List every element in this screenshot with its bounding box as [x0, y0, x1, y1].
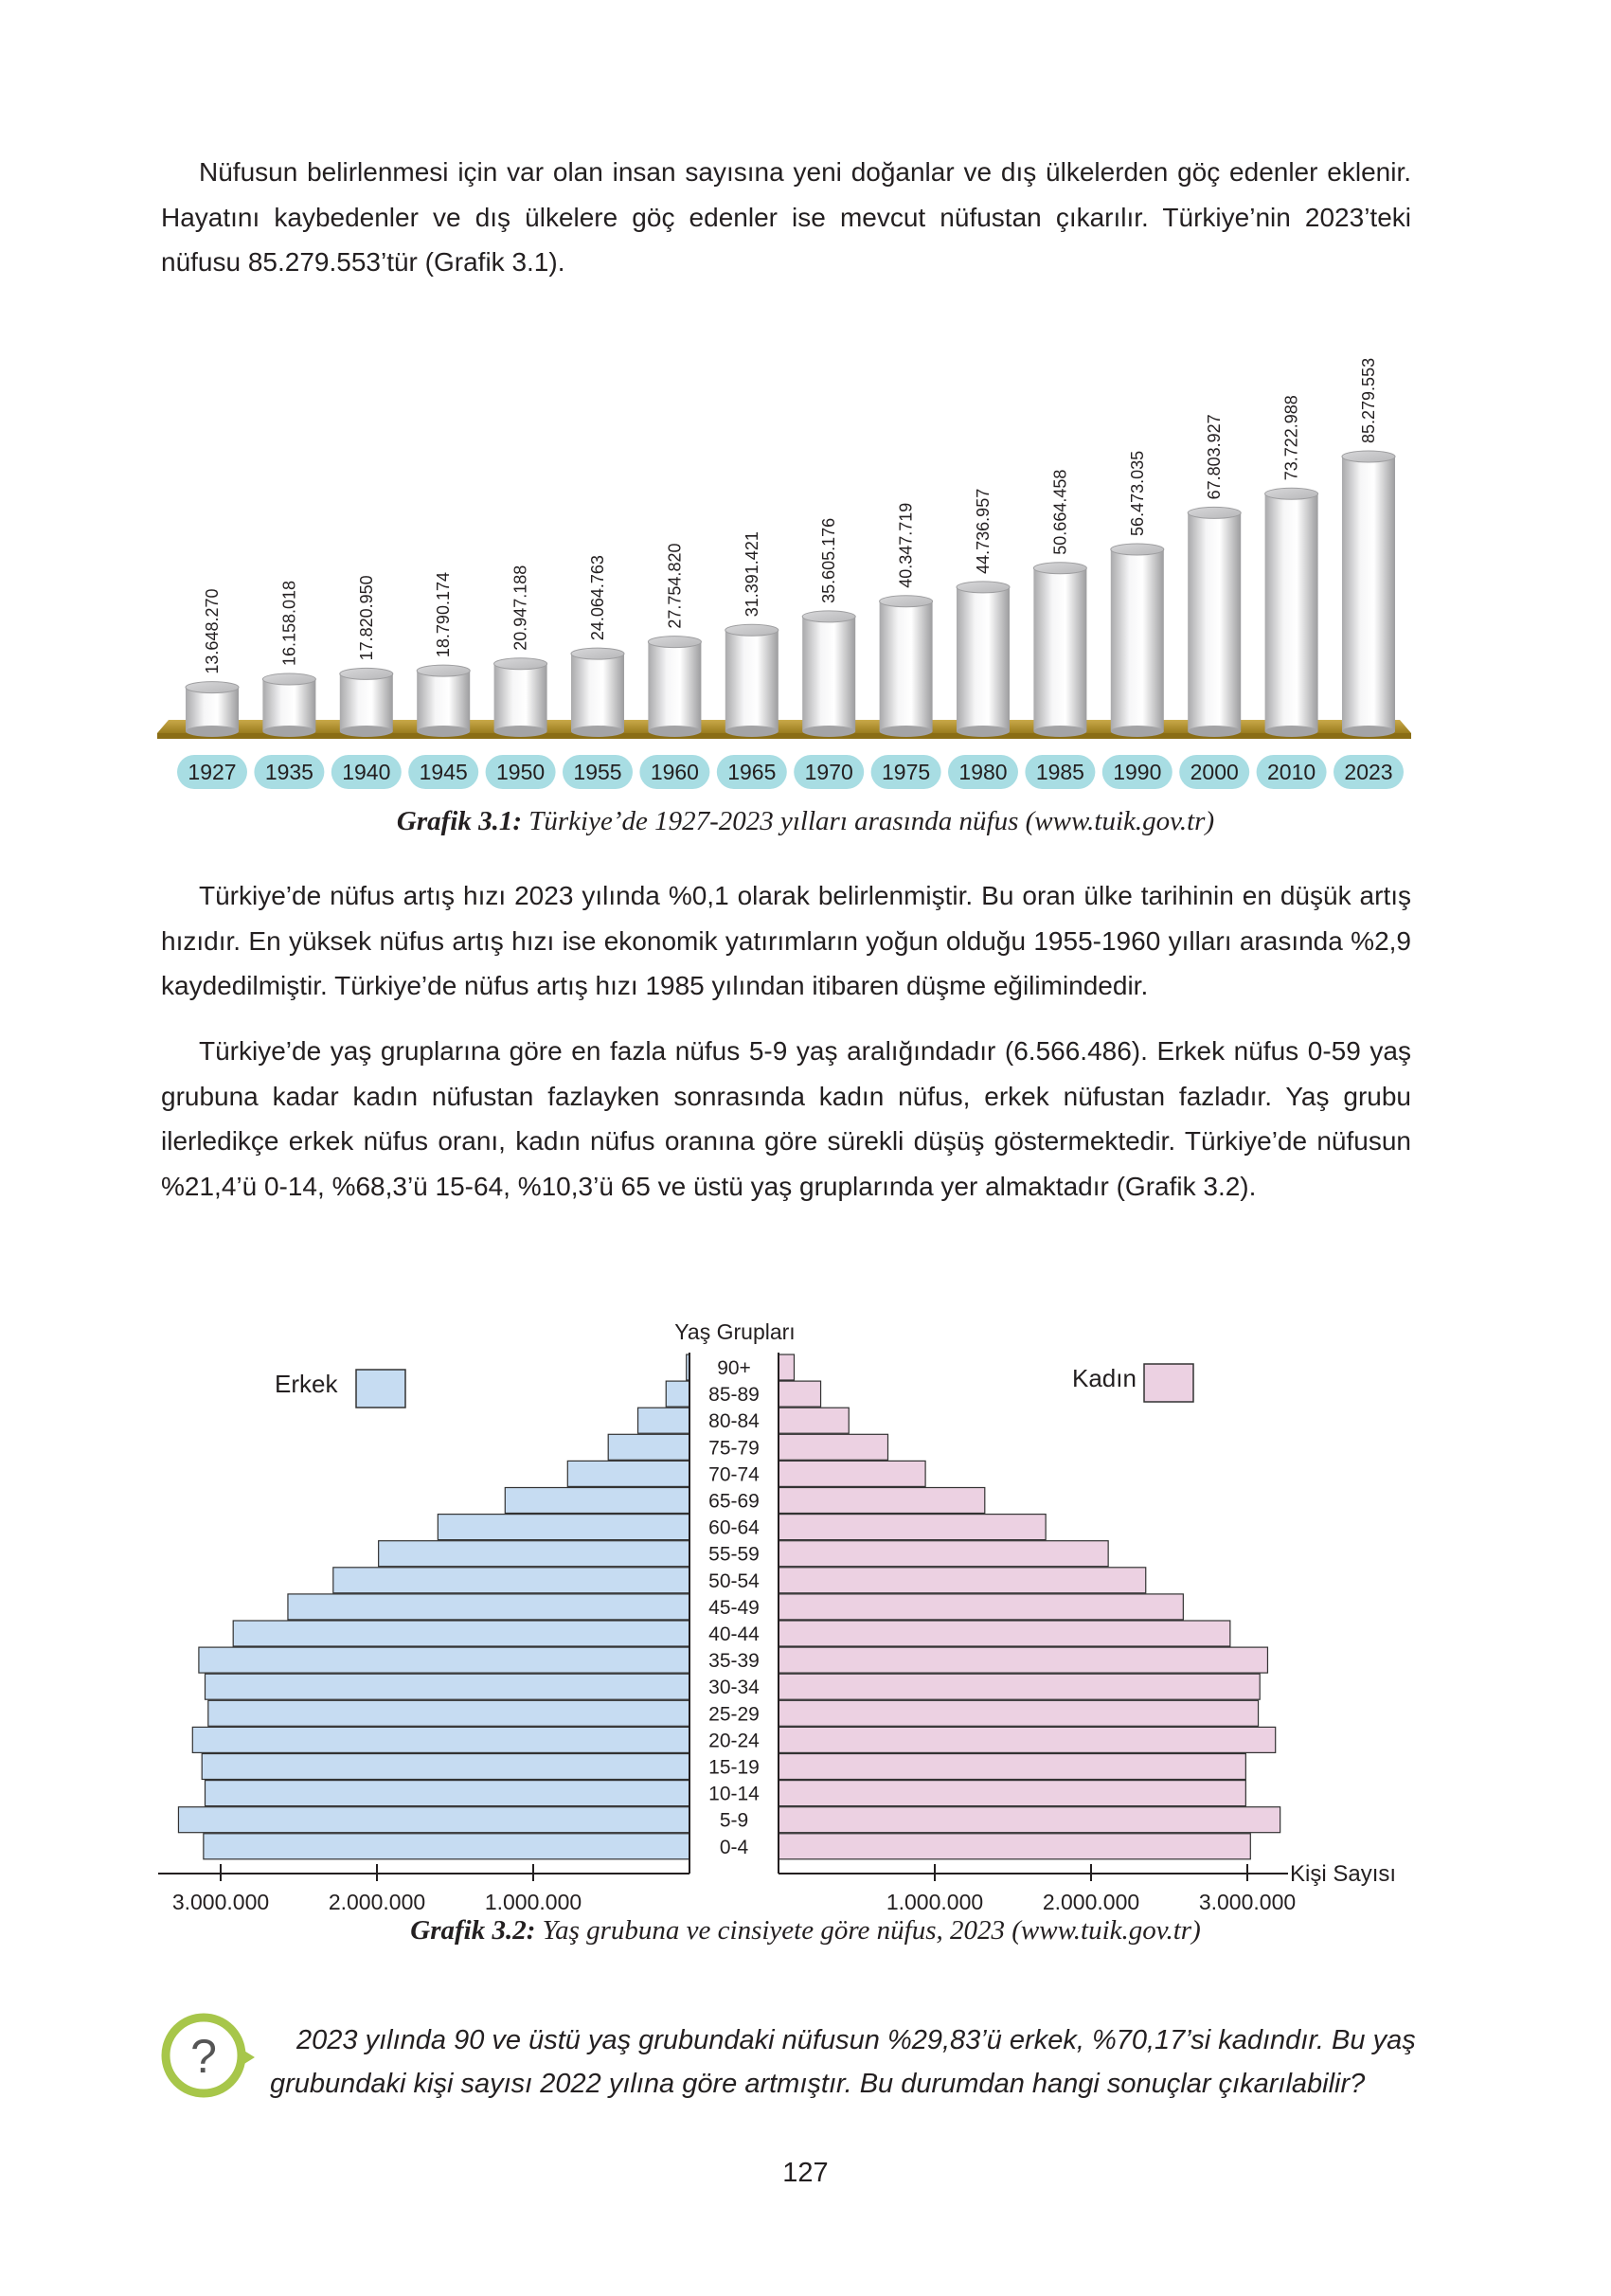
year-badge [1102, 755, 1172, 789]
question-text: 2023 yılında 90 ve üstü yaş grubundaki nüfusun %29,83’ü erkek, %70,17’si kadındır. Bu yaş grubundaki kişi sayısı 2022 yılına göre artmıştır. Bu durumdan hangi sonuçlar çıkarılabilir? [270, 2025, 1416, 2099]
year-label: 1927 [188, 760, 237, 784]
year-label: 1990 [1113, 760, 1162, 784]
age-group-label: 85-89 [708, 1384, 760, 1407]
chart2-caption-label: Grafik 3.2: [410, 1915, 536, 1946]
year-badge [254, 755, 324, 789]
male-bar [202, 1754, 689, 1780]
chart1-caption [0, 806, 1611, 837]
female-bar [779, 1647, 1267, 1673]
male-bar [204, 1834, 689, 1859]
year-badge [1334, 755, 1404, 789]
age-group-label: 25-29 [708, 1703, 760, 1726]
population-bar [340, 575, 393, 737]
population-bar [494, 565, 547, 737]
male-bar [438, 1515, 689, 1540]
population-bar [1033, 470, 1086, 737]
male-tick-label: 1.000.000 [484, 1890, 582, 1914]
population-bar [957, 489, 1010, 737]
year-label: 1965 [727, 760, 777, 784]
population-value-label: 44.736.957 [974, 488, 993, 574]
legend-female-label: Kadın [1072, 1364, 1137, 1392]
female-bar [779, 1461, 925, 1486]
year-label: 1955 [573, 760, 622, 784]
female-bar [779, 1807, 1280, 1833]
population-pyramid-chart [0, 1307, 1611, 1913]
male-bar [666, 1381, 689, 1407]
male-bar [638, 1408, 689, 1433]
year-badge [1179, 755, 1249, 789]
female-tick-label: 3.000.000 [1198, 1890, 1297, 1914]
male-bar [192, 1727, 689, 1752]
female-bar [779, 1541, 1108, 1567]
population-bar [1265, 395, 1318, 737]
legend-female-swatch [1144, 1364, 1193, 1402]
age-group-label: 30-34 [708, 1677, 760, 1699]
year-label: 1980 [958, 760, 1008, 784]
female-tick-label: 1.000.000 [886, 1890, 984, 1914]
chart1-caption-label: Grafik 3.1: [396, 806, 522, 836]
population-value-label: 73.722.988 [1281, 395, 1301, 481]
female-bar [779, 1674, 1260, 1699]
population-bar [417, 572, 470, 737]
population-bar [262, 581, 315, 737]
female-bar [779, 1754, 1245, 1780]
female-bar [779, 1488, 985, 1514]
male-bar [178, 1807, 689, 1833]
year-label: 1960 [650, 760, 699, 784]
year-badge [717, 755, 787, 789]
pyramid-xlabel: Kişi Sayısı [1290, 1861, 1397, 1887]
year-badge [794, 755, 864, 789]
population-value-label: 24.064.763 [588, 555, 607, 641]
population-value-label: 56.473.035 [1127, 450, 1147, 536]
male-bar [288, 1594, 689, 1620]
intro-paragraph: Nüfusun belirlenmesi için var olan insan sayısına yeni doğanlar ve dış ülkelerden göç edenler eklenir. Hayatını kaybedenler ve dış ülkelere göç edenler ise mevcut nüfustan çıkarılır. Türkiye’nin 2023’teki nüfusu 85.279.553’tür (Grafik 3.1). [161, 157, 1411, 277]
male-bar [379, 1541, 689, 1567]
population-bar [725, 531, 779, 737]
female-bar [779, 1381, 821, 1407]
population-value-label: 18.790.174 [434, 572, 454, 658]
year-badge [331, 755, 402, 789]
population-value-label: 31.391.421 [742, 531, 761, 618]
population-bar [802, 518, 855, 737]
population-value-label: 35.605.176 [819, 517, 839, 603]
population-bar [648, 544, 701, 737]
year-badge [486, 755, 556, 789]
age-group-label: 55-59 [708, 1543, 760, 1566]
age-group-label: 5-9 [719, 1809, 749, 1832]
year-badge [177, 755, 247, 789]
age-group-label: 80-84 [708, 1410, 760, 1433]
year-badge [948, 755, 1018, 789]
year-badge [408, 755, 478, 789]
chart2-caption-text: Yaş grubuna ve cinsiyete göre nüfus, 2023 (www.tuik.gov.tr) [535, 1915, 1201, 1946]
female-bar [779, 1727, 1276, 1752]
male-bar [233, 1621, 689, 1646]
population-bar [571, 555, 624, 737]
population-value-label: 27.754.820 [665, 543, 685, 629]
female-bar [779, 1408, 849, 1433]
page-number: 127 [782, 2158, 829, 2188]
population-value-label: 20.947.188 [510, 565, 530, 651]
chart2-caption [0, 1915, 1611, 1946]
female-bar [779, 1781, 1245, 1806]
year-label: 2010 [1267, 760, 1316, 784]
population-value-label: 85.279.553 [1359, 357, 1378, 443]
male-bar [333, 1568, 689, 1593]
population-value-label: 17.820.950 [356, 575, 376, 661]
male-bar [505, 1488, 689, 1514]
population-bar [1188, 414, 1241, 737]
male-tick-label: 3.000.000 [171, 1890, 270, 1914]
population-value-label: 40.347.719 [896, 502, 916, 588]
year-label: 1950 [496, 760, 546, 784]
age-group-label: 90+ [717, 1357, 751, 1379]
female-bar [779, 1700, 1259, 1726]
age-group-label: 10-14 [708, 1783, 760, 1805]
year-label: 1940 [342, 760, 391, 784]
male-tick-label: 2.000.000 [328, 1890, 426, 1914]
population-value-label: 67.803.927 [1205, 414, 1225, 500]
age-group-label: 40-44 [708, 1623, 760, 1645]
growth-rate-paragraph: Türkiye’de nüfus artış hızı 2023 yılında %0,1 olarak belirlenmiştir. Bu oran ülke tarihinin en düşük artış hızıdır. En yüksek nüfus artış hızı ise ekonomik yatırımların yoğun olduğu 1955-1960 yılları arasında %2,9 kaydedilmiştir. Türkiye’de nüfus artış hızı 1985 yılından itibaren düşme eğilimindedir. [161, 881, 1411, 1000]
year-badge [1257, 755, 1327, 789]
age-group-label: 35-39 [708, 1650, 760, 1673]
year-label: 2023 [1344, 760, 1393, 784]
question-icon [156, 2006, 260, 2110]
population-value-label: 13.648.270 [203, 588, 222, 674]
age-groups-paragraph: Türkiye’de yaş gruplarına göre en fazla nüfus 5-9 yaş aralığındadır (6.566.486). Erkek nüfus 0-59 yaş grubuna kadar kadın nüfustan fazlayken sonrasında kadın nüfus, erkek nüfustan fazladır. Yaş grubu ilerledikçe erkek nüfus oranı, kadın nüfus oranına göre sürekli düşüş göstermektedir. Türkiye’de nüfusun %21,4’ü 0-14, %68,3’ü 15-64, %10,3’ü 65 ve üstü yaş gruplarında yer almaktadır (Grafik 3.2). [161, 1036, 1411, 1201]
age-group-label: 20-24 [708, 1730, 760, 1752]
age-group-label: 60-64 [708, 1516, 760, 1539]
female-bar [779, 1834, 1250, 1859]
age-group-label: 50-54 [708, 1570, 760, 1592]
year-badge [639, 755, 709, 789]
female-tick-label: 2.000.000 [1042, 1890, 1140, 1914]
year-label: 1975 [882, 760, 931, 784]
male-bar [567, 1461, 689, 1486]
age-group-label: 15-19 [708, 1756, 760, 1779]
year-label: 2000 [1190, 760, 1239, 784]
population-bar [880, 503, 933, 737]
female-bar [779, 1515, 1046, 1540]
age-group-label: 45-49 [708, 1596, 760, 1619]
year-badge [563, 755, 633, 789]
female-bar [779, 1621, 1230, 1646]
age-group-label: 75-79 [708, 1437, 760, 1460]
age-group-label: 65-69 [708, 1490, 760, 1513]
pyramid-title: Yaş Grupları [674, 1319, 796, 1344]
female-bar [779, 1568, 1146, 1593]
question-mark-glyph: ? [190, 2030, 217, 2083]
age-group-label: 0-4 [719, 1836, 749, 1858]
year-label: 1945 [419, 760, 468, 784]
male-bar [608, 1434, 689, 1460]
year-label: 1935 [264, 760, 313, 784]
population-value-label: 16.158.018 [279, 580, 299, 667]
population-bar-chart [0, 322, 1611, 815]
female-bar [779, 1434, 888, 1460]
year-badge [871, 755, 941, 789]
population-bar [1342, 358, 1395, 737]
male-bar [208, 1700, 689, 1726]
legend-male-label: Erkek [275, 1370, 338, 1398]
population-bar [186, 588, 239, 737]
year-label: 1985 [1035, 760, 1084, 784]
population-value-label: 50.664.458 [1050, 469, 1070, 555]
year-badge [1025, 755, 1095, 789]
female-bar [779, 1354, 795, 1380]
male-bar [206, 1781, 690, 1806]
year-label: 1970 [804, 760, 853, 784]
male-bar [206, 1674, 690, 1699]
female-bar [779, 1594, 1183, 1620]
legend-male-swatch [356, 1370, 405, 1408]
population-bar [1111, 451, 1164, 737]
chart1-caption-text: Türkiye’de 1927-2023 yılları arasında nüfus (www.tuik.gov.tr) [521, 806, 1215, 836]
age-group-label: 70-74 [708, 1463, 760, 1486]
male-bar [199, 1647, 689, 1673]
